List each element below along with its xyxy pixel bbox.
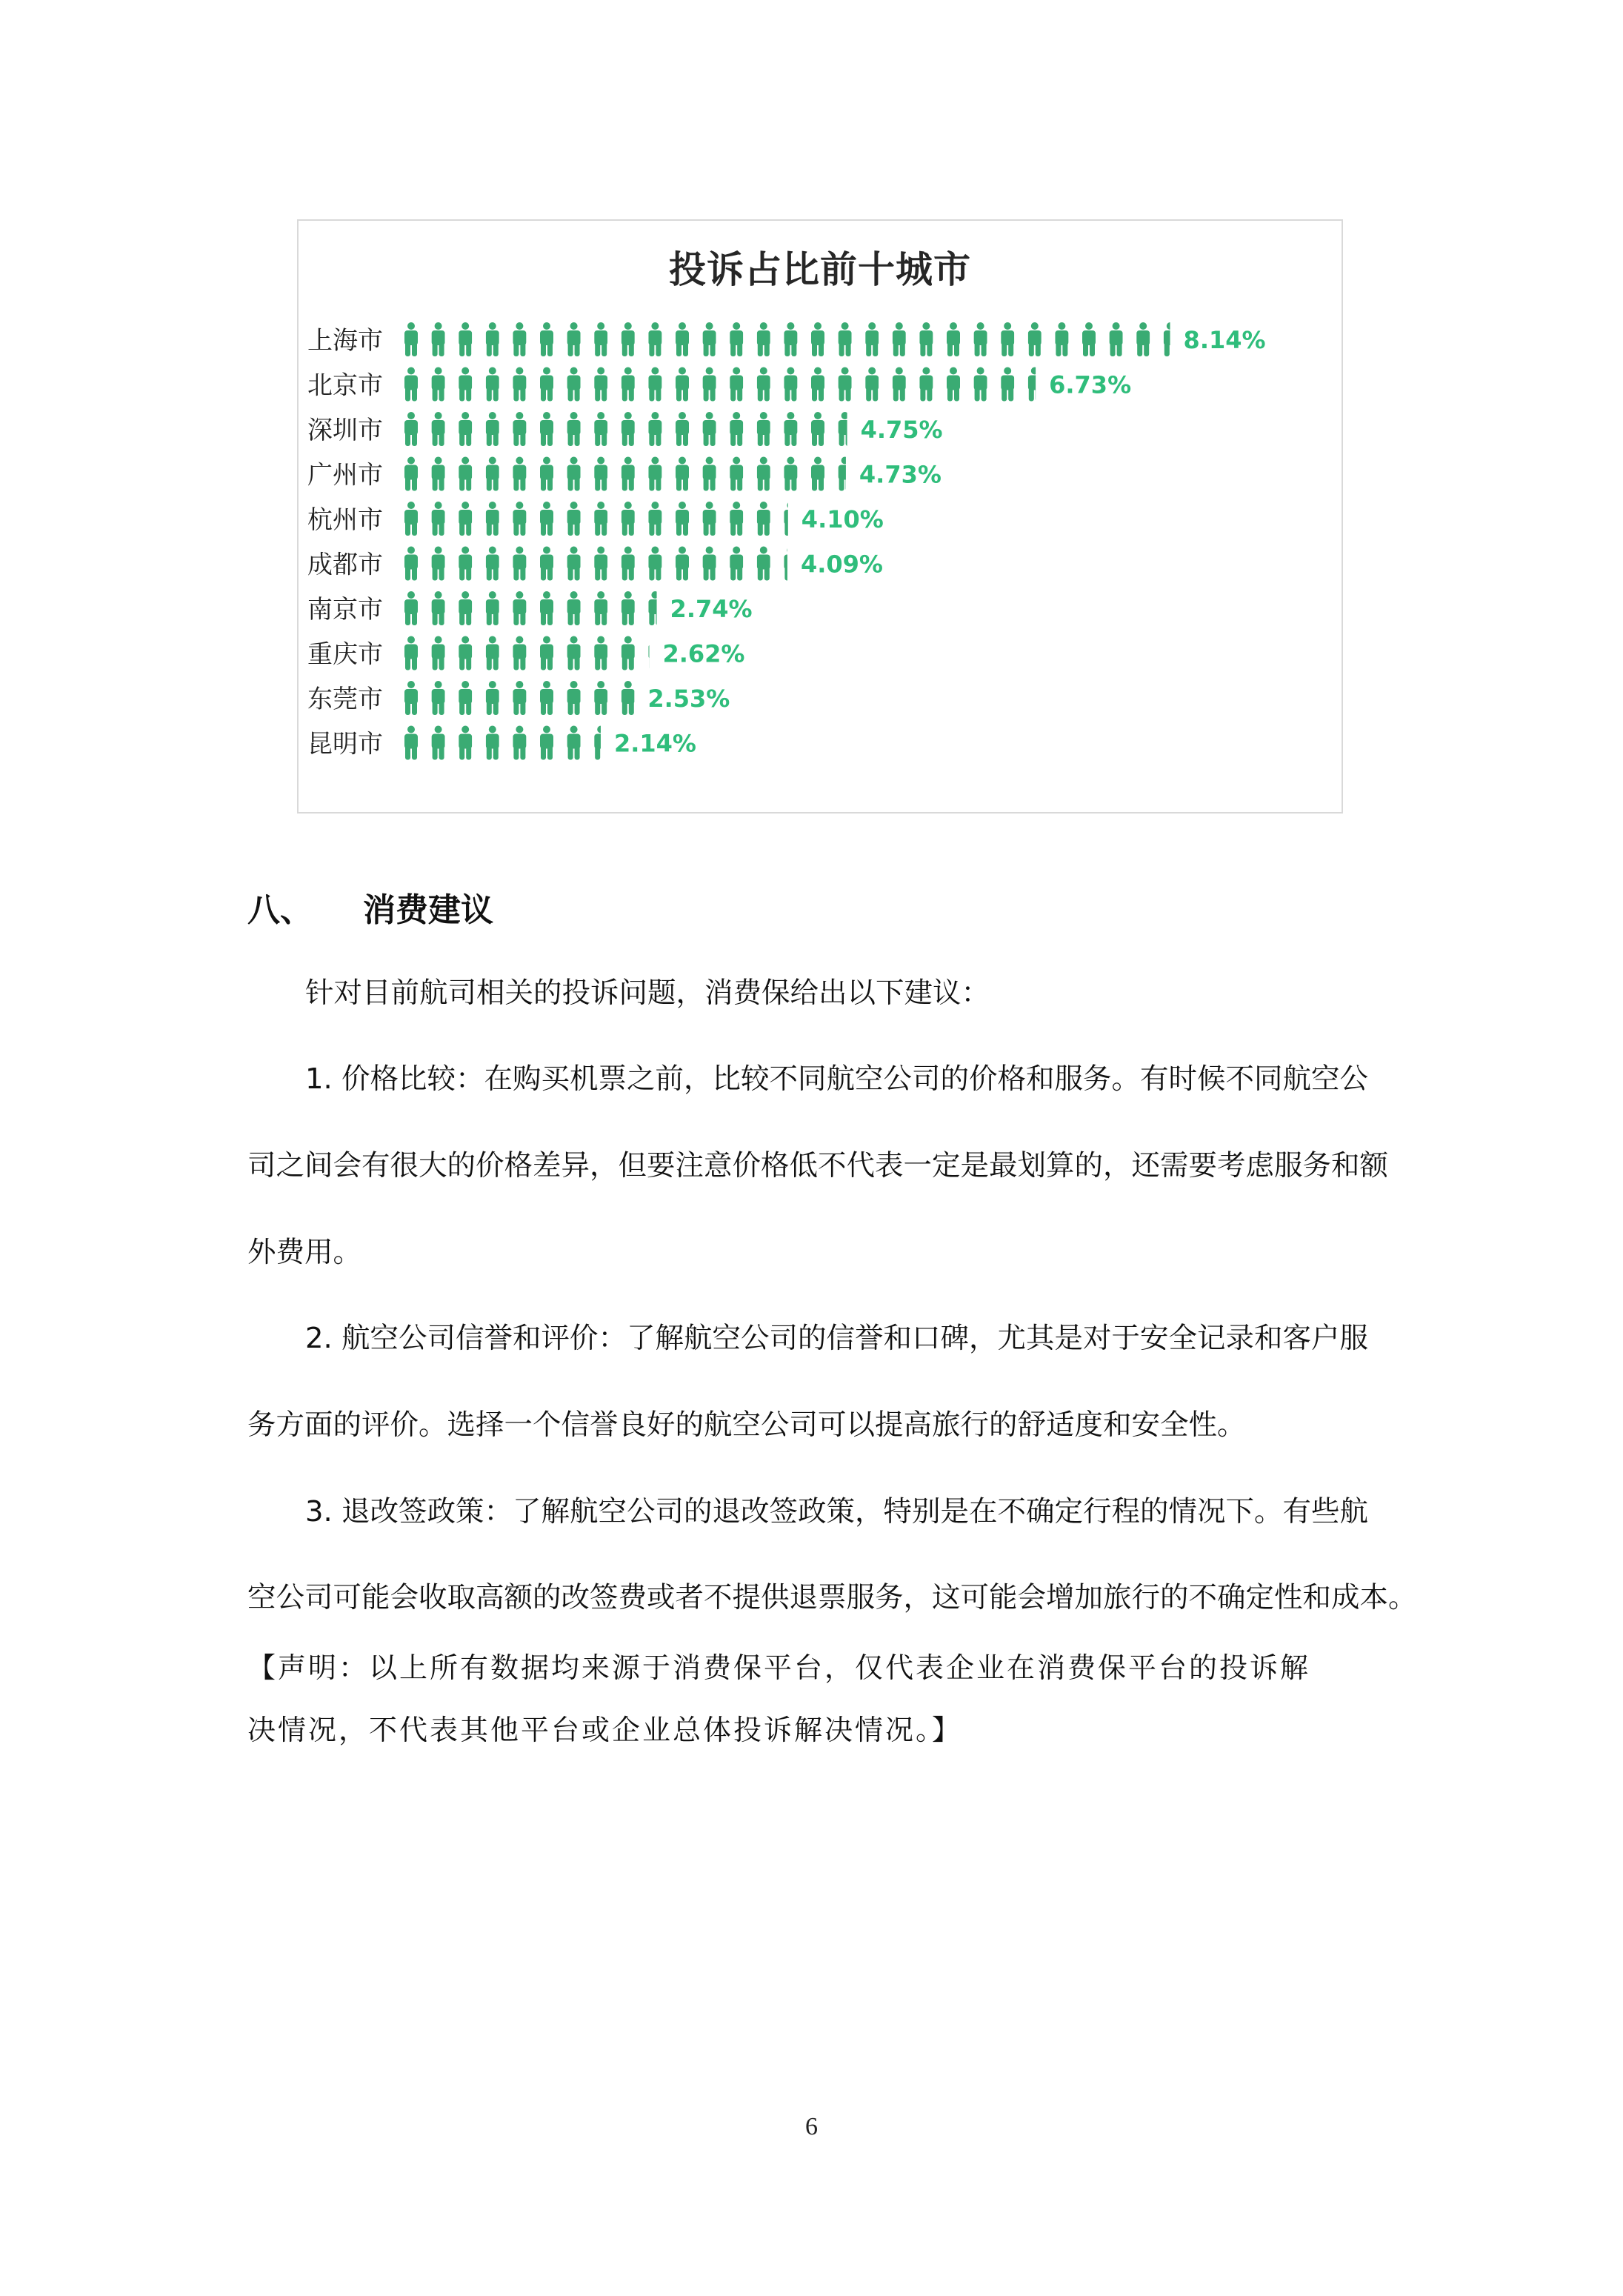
person-icon xyxy=(402,412,420,446)
person-icon xyxy=(592,591,610,625)
person-icon xyxy=(755,457,773,491)
person-icon xyxy=(484,547,501,581)
value-label: 2.74% xyxy=(670,595,753,623)
person-icon xyxy=(781,322,799,356)
person-icon xyxy=(890,367,908,402)
person-icon xyxy=(727,547,745,581)
person-icon xyxy=(944,367,962,402)
person-icon xyxy=(646,457,664,491)
person-icon xyxy=(402,681,420,715)
disclaimer-line-1: 【声明：以上所有数据均来源于消费保平台，仅代表企业在消费保平台的投诉解 xyxy=(247,1651,1311,1684)
person-icon xyxy=(538,681,556,715)
person-icon xyxy=(1026,322,1044,356)
person-icon xyxy=(755,547,773,581)
person-icon xyxy=(890,322,908,356)
chart-row xyxy=(307,681,730,715)
person-icon xyxy=(972,367,990,402)
person-icon xyxy=(430,322,447,356)
person-icon xyxy=(727,412,745,446)
person-icon xyxy=(565,636,583,671)
chart-title: 投诉占比前十城市 xyxy=(669,248,971,291)
person-icon xyxy=(673,322,691,356)
person-icon xyxy=(646,591,656,625)
value-label: 4.75% xyxy=(860,416,943,444)
person-icon xyxy=(484,591,501,625)
person-icon xyxy=(701,412,719,446)
person-icon xyxy=(510,457,528,491)
person-icon xyxy=(538,502,556,536)
person-icon xyxy=(456,636,474,671)
person-icon xyxy=(781,412,799,446)
person-icon xyxy=(456,681,474,715)
person-icon xyxy=(565,547,583,581)
person-icon xyxy=(430,502,447,536)
value-label: 6.73% xyxy=(1049,370,1132,399)
person-icon xyxy=(538,457,556,491)
person-icon xyxy=(484,502,501,536)
person-icon xyxy=(836,412,847,446)
person-icon xyxy=(484,412,501,446)
person-icon xyxy=(510,412,528,446)
person-icon xyxy=(944,322,962,356)
person-icon xyxy=(755,502,773,536)
person-icon xyxy=(1053,322,1070,356)
person-icon xyxy=(456,457,474,491)
person-icon xyxy=(809,412,827,446)
person-icon xyxy=(565,591,583,625)
person-icon xyxy=(402,591,420,625)
page-number: 6 xyxy=(805,2113,818,2140)
section-title: 消费建议 xyxy=(363,891,493,929)
suggestion-2-line-1: 2. 航空公司信誉和评价：了解航空公司的信誉和口碑，尤其是对于安全记录和客户服 xyxy=(305,1322,1368,1355)
person-icon xyxy=(430,547,447,581)
person-icon xyxy=(456,412,474,446)
person-icon xyxy=(592,367,610,402)
person-icon xyxy=(484,636,501,671)
chart-row xyxy=(307,547,883,581)
person-icon xyxy=(484,457,501,491)
person-icon xyxy=(430,681,447,715)
chart-container xyxy=(297,219,1343,813)
person-icon xyxy=(402,726,420,760)
person-icon xyxy=(701,502,719,536)
person-icon xyxy=(592,547,610,581)
person-icon xyxy=(999,367,1016,402)
person-icon xyxy=(646,547,664,581)
value-label: 8.14% xyxy=(1183,326,1266,354)
person-icon xyxy=(430,726,447,760)
person-icon xyxy=(999,322,1016,356)
person-icon xyxy=(430,367,447,402)
person-icon xyxy=(1080,322,1098,356)
person-icon xyxy=(646,412,664,446)
person-icon xyxy=(755,322,773,356)
person-icon xyxy=(809,457,827,491)
person-icon xyxy=(456,367,474,402)
chart-row xyxy=(307,636,744,671)
person-icon xyxy=(781,502,787,536)
person-icon xyxy=(727,457,745,491)
person-icon xyxy=(565,502,583,536)
person-icon xyxy=(836,322,854,356)
category-label: 杭州市 xyxy=(307,505,383,535)
person-icon xyxy=(510,502,528,536)
category-label: 北京市 xyxy=(307,370,383,401)
person-icon xyxy=(917,322,935,356)
person-icon xyxy=(673,502,691,536)
person-icon xyxy=(510,591,528,625)
chart-row xyxy=(307,502,884,536)
person-icon xyxy=(538,636,556,671)
suggestion-3-line-2: 空公司可能会收取高额的改签费或者不提供退票服务，这可能会增加旅行的不确定性和成本。 xyxy=(247,1581,1417,1614)
person-icon xyxy=(484,367,501,402)
category-label: 成都市 xyxy=(307,550,383,580)
person-icon xyxy=(836,367,854,402)
suggestion-1-line-1: 1. 价格比较：在购买机票之前，比较不同航空公司的价格和服务。有时候不同航空公 xyxy=(305,1062,1368,1096)
person-icon xyxy=(484,726,501,760)
person-icon xyxy=(755,412,773,446)
person-icon xyxy=(809,367,827,402)
person-icon xyxy=(538,591,556,625)
person-icon xyxy=(538,322,556,356)
person-icon xyxy=(781,547,787,581)
chart-row xyxy=(307,412,943,446)
person-icon xyxy=(781,457,799,491)
category-label: 南京市 xyxy=(307,595,383,625)
person-icon xyxy=(402,322,420,356)
person-icon xyxy=(430,591,447,625)
value-label: 4.09% xyxy=(800,550,883,579)
person-icon xyxy=(781,367,799,402)
person-icon xyxy=(565,726,583,760)
value-label: 2.53% xyxy=(647,685,730,713)
value-label: 2.62% xyxy=(662,639,745,668)
person-icon xyxy=(484,322,501,356)
person-icon xyxy=(646,636,649,671)
person-icon xyxy=(430,457,447,491)
person-icon xyxy=(565,412,583,446)
person-icon xyxy=(619,457,637,491)
person-icon xyxy=(727,367,745,402)
person-icon xyxy=(510,681,528,715)
person-icon xyxy=(809,322,827,356)
person-icon xyxy=(592,636,610,671)
person-icon xyxy=(646,502,664,536)
person-icon xyxy=(510,636,528,671)
person-icon xyxy=(402,547,420,581)
suggestion-1-line-3: 外费用。 xyxy=(247,1236,362,1269)
chart-row xyxy=(307,726,696,760)
person-icon xyxy=(592,457,610,491)
intro-paragraph: 针对目前航司相关的投诉问题，消费保给出以下建议： xyxy=(305,976,990,1010)
chart-row xyxy=(307,322,1266,356)
value-label: 4.73% xyxy=(859,460,942,489)
person-icon xyxy=(538,367,556,402)
person-icon xyxy=(402,636,420,671)
person-icon xyxy=(456,547,474,581)
value-label: 2.14% xyxy=(613,729,696,758)
person-icon xyxy=(538,412,556,446)
person-icon xyxy=(701,547,719,581)
person-icon xyxy=(727,502,745,536)
person-icon xyxy=(592,502,610,536)
person-icon xyxy=(402,457,420,491)
person-icon xyxy=(619,502,637,536)
suggestion-2-line-2: 务方面的评价。选择一个信誉良好的航空公司可以提高旅行的舒适度和安全性。 xyxy=(247,1408,1246,1442)
person-icon xyxy=(1026,367,1036,402)
person-icon xyxy=(430,636,447,671)
person-icon xyxy=(510,547,528,581)
person-icon xyxy=(456,322,474,356)
person-icon xyxy=(619,591,637,625)
person-icon xyxy=(565,367,583,402)
person-icon xyxy=(402,367,420,402)
chart-row xyxy=(307,457,942,491)
person-icon xyxy=(836,457,846,491)
category-label: 深圳市 xyxy=(307,416,383,445)
category-label: 东莞市 xyxy=(307,685,383,714)
disclaimer-line-2: 决情况，不代表其他平台或企业总体投诉解决情况。】 xyxy=(247,1714,963,1746)
person-icon xyxy=(565,457,583,491)
chart-row xyxy=(307,591,753,625)
person-icon xyxy=(863,367,881,402)
person-icon xyxy=(1107,322,1125,356)
person-icon xyxy=(1134,322,1152,356)
person-icon xyxy=(402,502,420,536)
person-icon xyxy=(592,322,610,356)
person-icon xyxy=(510,322,528,356)
category-label: 上海市 xyxy=(307,326,383,356)
person-icon xyxy=(510,726,528,760)
person-icon xyxy=(701,367,719,402)
person-icon xyxy=(619,367,637,402)
person-icon xyxy=(484,681,501,715)
person-icon xyxy=(456,726,474,760)
person-icon xyxy=(972,322,990,356)
person-icon xyxy=(510,367,528,402)
person-icon xyxy=(755,367,773,402)
person-icon xyxy=(917,367,935,402)
person-icon xyxy=(727,322,745,356)
person-icon xyxy=(1162,322,1170,356)
person-icon xyxy=(646,322,664,356)
person-icon xyxy=(565,681,583,715)
person-icon xyxy=(619,636,637,671)
person-icon xyxy=(619,412,637,446)
person-icon xyxy=(701,457,719,491)
person-icon xyxy=(863,322,881,356)
category-label: 重庆市 xyxy=(307,639,383,670)
category-label: 昆明市 xyxy=(307,729,383,759)
person-icon xyxy=(538,547,556,581)
suggestion-1-line-2: 司之间会有很大的价格差异，但要注意价格低不代表一定是最划算的，还需要考虑服务和额 xyxy=(247,1149,1389,1182)
person-icon xyxy=(619,547,637,581)
chart-row xyxy=(307,367,1131,402)
pictogram-chart xyxy=(299,221,1342,812)
person-icon xyxy=(430,412,447,446)
person-icon xyxy=(456,591,474,625)
person-icon xyxy=(646,367,664,402)
person-icon xyxy=(565,322,583,356)
person-icon xyxy=(456,502,474,536)
person-icon xyxy=(673,367,691,402)
category-label: 广州市 xyxy=(307,460,383,490)
person-icon xyxy=(619,322,637,356)
person-icon xyxy=(592,681,610,715)
suggestion-3-line-1: 3. 退改签政策：了解航空公司的退改签政策，特别是在不确定行程的情况下。有些航 xyxy=(305,1495,1368,1528)
person-icon xyxy=(673,457,691,491)
person-icon xyxy=(701,322,719,356)
person-icon xyxy=(619,681,635,715)
person-icon xyxy=(592,412,610,446)
person-icon xyxy=(673,412,691,446)
person-icon xyxy=(592,726,601,760)
person-icon xyxy=(538,726,556,760)
value-label: 4.10% xyxy=(801,505,884,533)
person-icon xyxy=(673,547,691,581)
section-number: 八、 xyxy=(247,891,313,929)
